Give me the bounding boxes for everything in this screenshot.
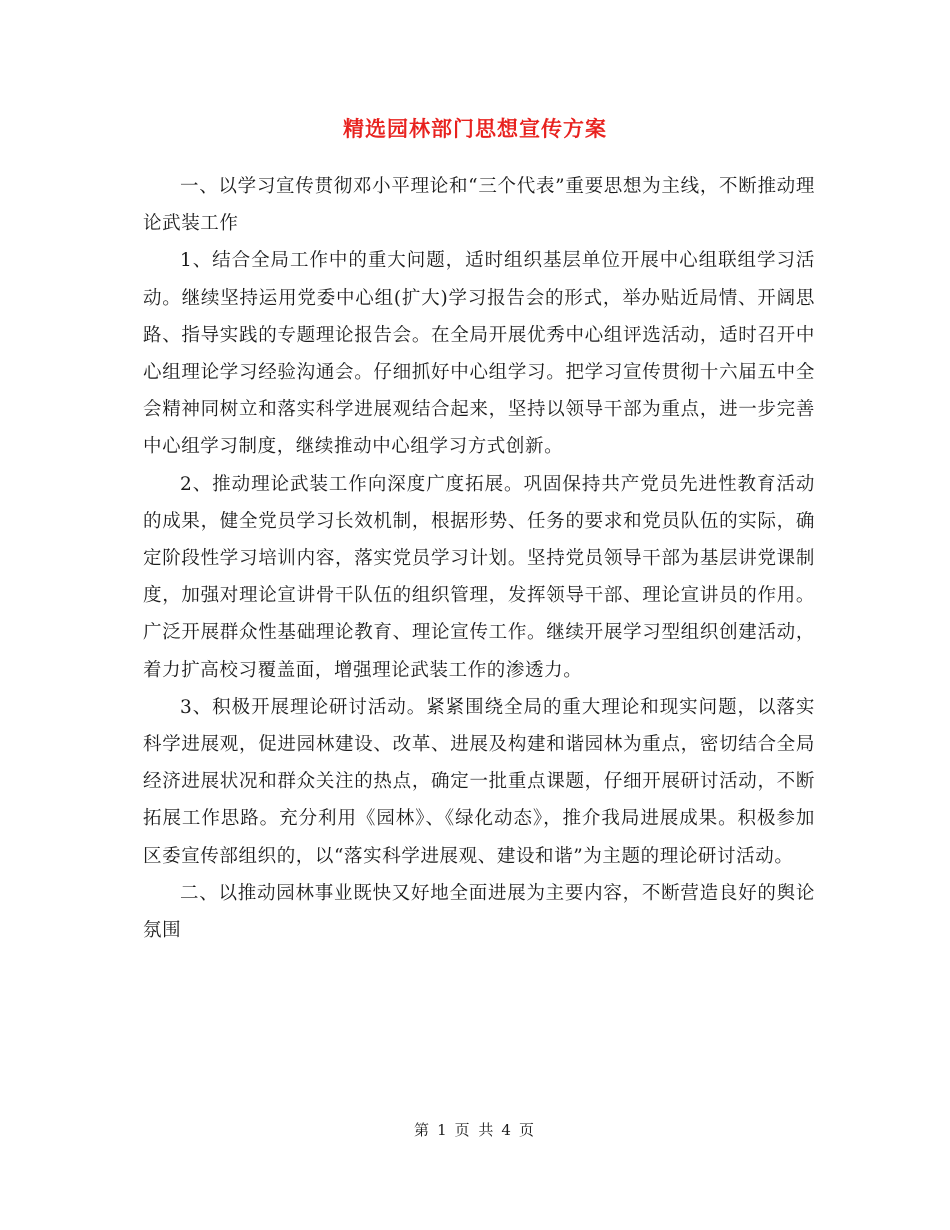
paragraph-2: 2、推动理论武装工作向深度广度拓展。巩固保持共产党员先进性教育活动的成果，健全党员学习长效机制，根据形势、任务的要求和党员队伍的实际，确定阶段性学习培训内容，落实党员学习计划。坚持党员领导干部为基层讲党课制度，加强对理论宣讲骨干队伍的组织管理，发挥领导干部、理论宣讲员的作用。广泛开展群众性基础理论教育、理论宣传工作。继续开展学习型组织创建活动，着力扩高校习覆盖面，增强理论武装工作的渗透力。 bbox=[143, 473, 815, 681]
document-title: 精选园林部门思想宣传方案 bbox=[343, 116, 607, 141]
footer-middle: 页 共 bbox=[454, 1121, 496, 1139]
footer-prefix: 第 bbox=[414, 1121, 432, 1139]
paragraph-1: 1、结合全局工作中的重大问题，适时组织基层单位开展中心组联组学习活动。继续坚持运用党委中心组(扩大)学习报告会的形式，举办贴近局情、开阔思路、指导实践的专题理论报告会。在全局开展优秀中心组评选活动，适时召开中心组理论学习经验沟通会。仔细抓好中心组学习。把学习宣传贯彻十六届五中全会精神同树立和落实科学进展观结合起来，坚持以领导干部为重点，进一步完善中心组学习制度，继续推动中心组学习方式创新。 bbox=[143, 250, 815, 458]
footer-suffix: 页 bbox=[518, 1121, 536, 1139]
footer-total-pages: 4 bbox=[501, 1121, 513, 1139]
document-body bbox=[143, 168, 815, 949]
page-footer bbox=[0, 1118, 950, 1142]
section-heading-2: 二、以推动园林事业既快又好地全面进展为主要内容，不断营造良好的舆论氛围 bbox=[143, 882, 815, 942]
footer-current-page: 1 bbox=[437, 1121, 449, 1139]
section-heading-1: 一、以学习宣传贯彻邓小平理论和“三个代表”重要思想为主线，不断推动理论武装工作 bbox=[143, 176, 815, 235]
paragraph-3: 3、积极开展理论研讨活动。紧紧围绕全局的重大理论和现实问题，以落实科学进展观，促进园林建设、改革、进展及构建和谐园林为重点，密切结合全局经济进展状况和群众关注的热点，确定一批重点课题，仔细开展研讨活动，不断拓展工作思路。充分利用《园林》、《绿化动态》，推介我局进展成果。积极参加区委宣传部组织的，以“落实科学进展观、建设和谐”为主题的理论研讨活动。 bbox=[143, 696, 815, 867]
